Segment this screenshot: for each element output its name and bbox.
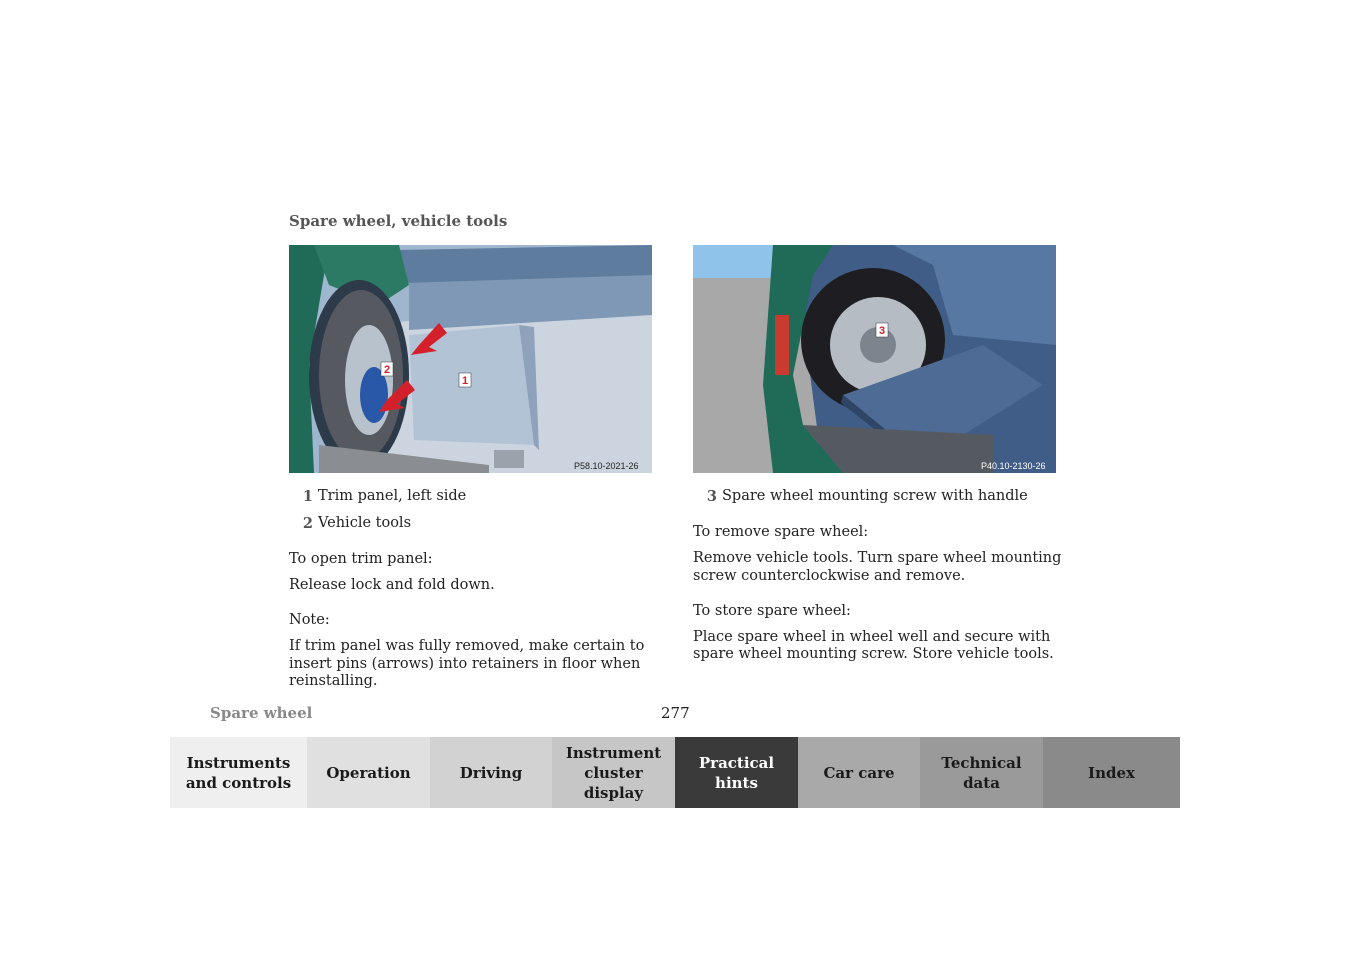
open-trim-text: Release lock and fold down. [289,577,495,593]
trim-panel-illustration [289,245,652,473]
nav-tab-instrument-cluster[interactable]: Instrument cluster display [552,737,675,808]
nav-tab-car-care[interactable]: Car care [798,737,920,808]
legend-text: Spare wheel mounting screw with handle [722,488,1028,504]
callout-2: 2 [383,364,391,376]
callout-1: 1 [461,375,469,387]
legend-number: 1 [302,488,313,505]
remove-spare-heading: To remove spare wheel: [693,524,869,540]
callout-3: 3 [878,325,886,337]
store-spare-text: Place spare wheel in wheel well and secure with spare wheel mounting screw. Store vehicle tools. [693,628,1054,662]
figure-code: P58.10-2021-26 [574,461,639,471]
legend-number: 2 [302,515,313,532]
legend-number: 3 [706,488,717,505]
legend-item [289,488,661,506]
nav-tab-technical-data[interactable]: Technical data [920,737,1043,808]
figure-code: P40.10-2130-26 [981,461,1046,471]
page-number: 277 [661,704,690,722]
nav-tab-instruments-controls[interactable]: Instruments and controls [170,737,307,808]
right-column [693,488,1065,672]
open-trim-heading: To open trim panel: [289,551,433,567]
nav-tab-index[interactable]: Index [1043,737,1180,808]
nav-tab-driving[interactable]: Driving [430,737,552,808]
chapter-nav [170,737,1180,808]
legend-text: Vehicle tools [318,515,412,531]
spare-wheel-illustration [693,245,1056,473]
figure-trim-panel [289,245,652,473]
figure-spare-wheel [693,245,1056,473]
nav-tab-practical-hints[interactable]: Practical hints [675,737,798,808]
legend-item [693,488,1065,506]
store-spare-heading: To store spare wheel: [693,602,851,619]
legend-text: Trim panel, left side [318,488,467,504]
legend-item [289,515,661,533]
note-heading: Note: [289,612,330,628]
section-title: Spare wheel, vehicle tools [289,212,508,230]
remove-spare-text: Remove vehicle tools. Turn spare wheel mounting screw counterclockwise and remove. [693,550,1062,584]
nav-tab-operation[interactable]: Operation [307,737,430,808]
note-text: If trim panel was fully removed, make certain to insert pins (arrows) into retainers in floor when reinstalling. [289,638,645,689]
left-column [289,488,661,699]
footer-section-label: Spare wheel [210,704,313,722]
